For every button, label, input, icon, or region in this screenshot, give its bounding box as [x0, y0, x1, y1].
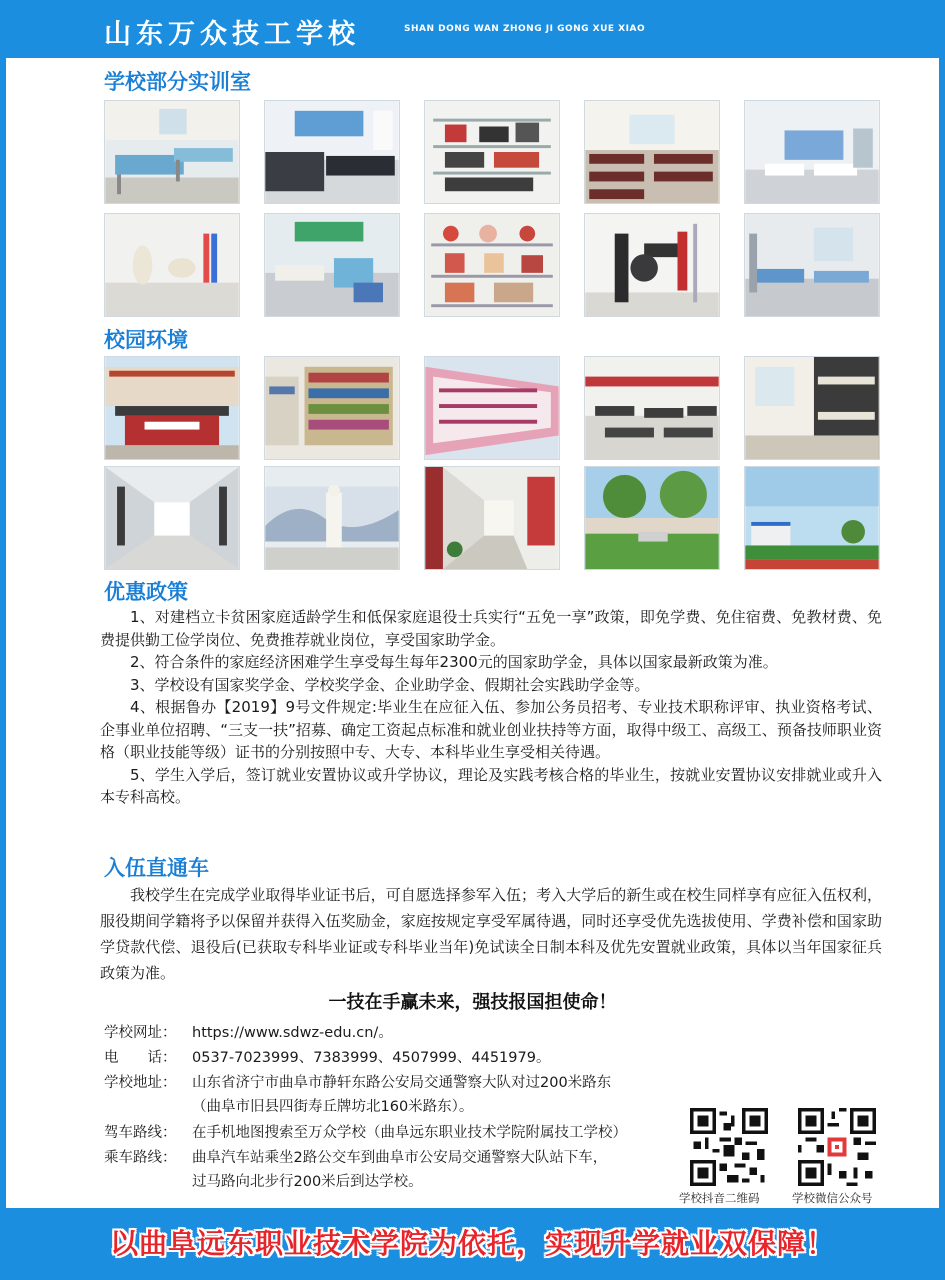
phone-label: 电 话： — [104, 1050, 177, 1066]
bus-label: 乘车路线： — [104, 1150, 177, 1166]
address-row — [104, 1071, 611, 1119]
bus-route-line-2: 过马路向北步行200米后到达学校。 — [192, 1174, 423, 1190]
drive-route: 在手机地图搜索至万众学校（曲阜远东职业技术学院附属技工学校） — [192, 1125, 627, 1141]
hallway-photo — [424, 466, 560, 570]
policy-item: 4、根据鲁办【2019】9号文件规定:毕业生在应征入伍、参加公务员招考、专业技术职称评审、执业资格考试、企事业单位招聘、“三支一扶”招募、确定工资起点标准和就业创业扶持等方面，取得中级工、高级工、预备技师职业资格（职业技能等级）证书的分别按照中专、大专、本科毕业生享受相关待遇。 — [100, 698, 882, 761]
right-border — [939, 58, 945, 1208]
website-link[interactable]: https://www.sdwz-edu.cn/。 — [192, 1025, 393, 1041]
left-border — [0, 58, 6, 1208]
section-heading-training: 学校部分实训室 — [104, 70, 251, 94]
ward-room-photo — [744, 213, 880, 317]
machinery-model-photo — [584, 213, 720, 317]
school-pinyin: SHAN DONG WAN ZHONG JI GONG XUE XIAO — [404, 24, 646, 34]
reading-room-photo — [584, 356, 720, 460]
address-line-1: 山东省济宁市曲阜市静轩东路公安局交通警察大队对过200米路东 — [192, 1075, 612, 1091]
army-section — [100, 882, 882, 986]
ward-beds-photo — [744, 100, 880, 204]
school-title: 山东万众技工学校 — [104, 19, 360, 50]
douyin-qr-code — [690, 1108, 768, 1186]
address-line-2: （曲阜市旧县四街寿丘牌坊北160米路东）。 — [192, 1099, 474, 1115]
policy-item: 2、符合条件的家庭经济困难学生享受每生每年2300元的国家助学金，具体以国家最新政策为准。 — [130, 653, 778, 671]
phone-row — [104, 1046, 550, 1070]
corridor-photo — [104, 466, 240, 570]
skeleton-model-photo — [104, 213, 240, 317]
bus-route-line-1: 曲阜汽车站乘坐2路公交车到曲阜市公安局交通警察大队站下车， — [192, 1150, 608, 1166]
drive-label: 驾车路线： — [104, 1125, 177, 1141]
wechat-qr-code — [798, 1108, 876, 1186]
policy-item: 3、学校设有国家奖学金、学校奖学金、企业助学金、假期社会实践助学金等。 — [130, 675, 650, 694]
website-label: 学校网址： — [104, 1025, 177, 1041]
address-label: 学校地址： — [104, 1075, 177, 1091]
sports-field-photo — [744, 466, 880, 570]
dormitory-photo — [744, 356, 880, 460]
section-heading-policy: 优惠政策 — [104, 580, 188, 604]
footer-banner-text: 以曲阜远东职业技术学院为依托，实现升学就业双保障！ — [109, 1227, 835, 1260]
policy-list — [100, 606, 882, 809]
anatomy-model-shelf-photo — [424, 213, 560, 317]
computer-lab-photo — [264, 100, 400, 204]
equipment-shelf-photo — [424, 100, 560, 204]
section-heading-army: 入伍直通车 — [104, 856, 209, 880]
school-gate-photo — [104, 356, 240, 460]
wechat-qr-caption: 学校微信公众号 — [792, 1191, 873, 1205]
website-row — [104, 1021, 393, 1045]
nursing-ward-photo — [104, 100, 240, 204]
policy-item: 1、对建档立卡贫困家庭适龄学生和低保家庭退役士兵实行“五免一享”政策，即免学费、免住宿费、免教材费、免费提供勤工俭学岗位、免费推荐就业岗位，享受国家助学金。 — [100, 608, 882, 649]
garden-photo — [584, 466, 720, 570]
army-paragraph: 我校学生在完成学业取得毕业证书后，可自愿选择参军入伍；考入大学后的新生或在校生同样享有应征入伍权利，服役期间学籍将予以保留并获得入伍奖励金，家庭按规定享受军属待遇，同时还享受优先选拔使用、学费补偿和国家助学贷款代偿、退役后(已获取专科毕业证或专科毕业当年)免试读全日制本科及优先安置就业政策，具体以当年国家征兵政策为准。 — [100, 886, 882, 982]
library-photo — [264, 356, 400, 460]
section-heading-campus: 校园环境 — [104, 328, 188, 352]
policy-item: 5、学生入学后，签订就业安置协议或升学协议，理论及实践考核合格的毕业生，按就业安置协议安排就业或升入本专科高校。 — [100, 765, 882, 806]
nursing-training-photo — [264, 213, 400, 317]
drive-row — [104, 1121, 627, 1145]
douyin-qr-caption: 学校抖音二维码 — [679, 1191, 760, 1205]
honor-wall-photo — [424, 356, 560, 460]
confucius-statue-photo — [264, 466, 400, 570]
classroom-desks-photo — [584, 100, 720, 204]
phone-numbers: 0537-7023999、7383999、4507999、4451979。 — [192, 1050, 551, 1066]
bus-row — [104, 1146, 607, 1194]
slogan: 一技在手赢未来，强技报国担使命！ — [328, 992, 617, 1013]
